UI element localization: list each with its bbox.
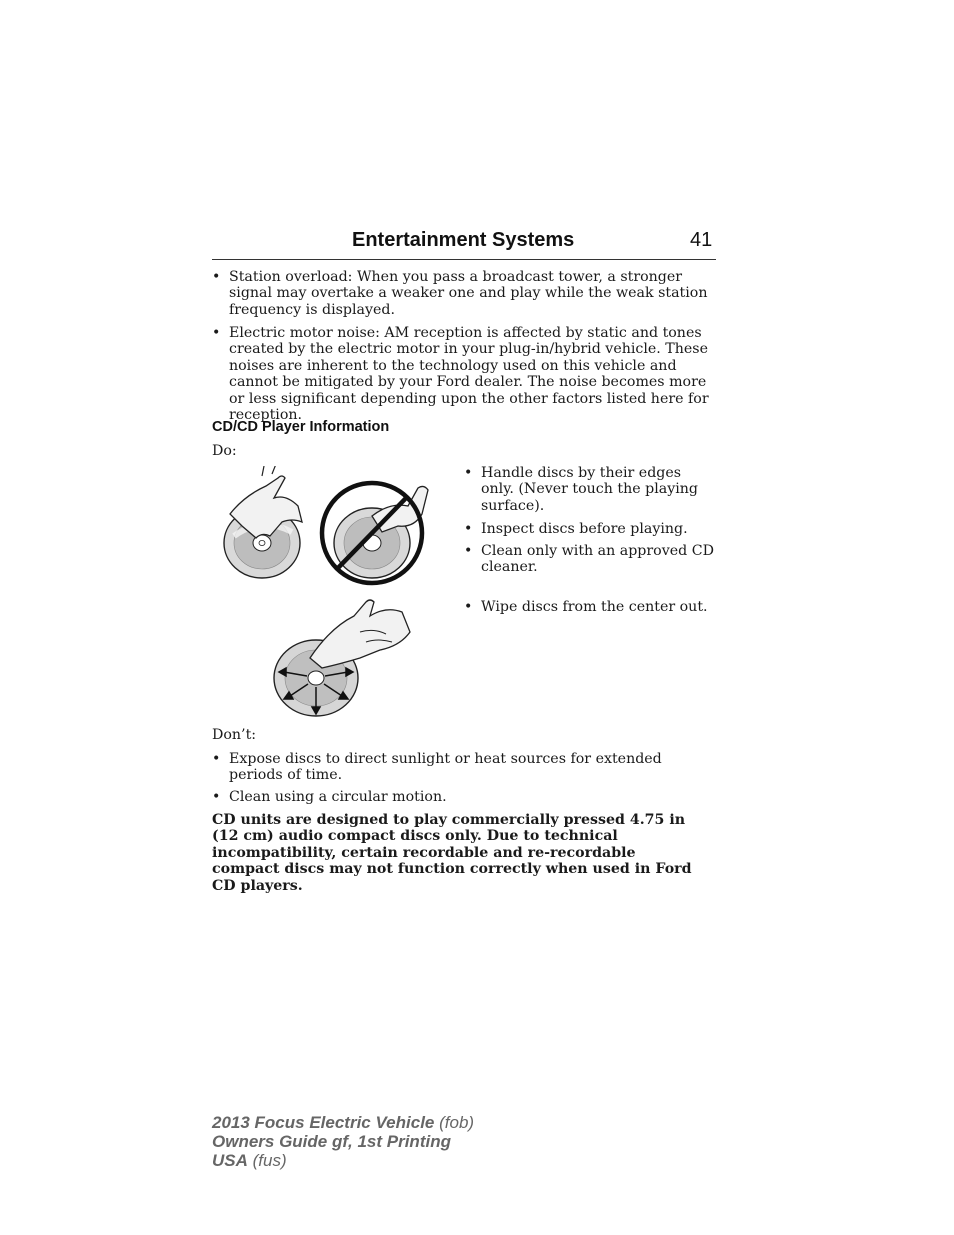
bullet-icon: •: [212, 269, 221, 285]
footer-guide: Owners Guide gf, 1st Printing: [212, 1132, 451, 1151]
bullet-icon: •: [464, 543, 473, 559]
do-item-handle-edges: [464, 465, 716, 514]
cd-section-heading: CD/CD Player Information: [212, 419, 390, 435]
bullet-icon: •: [464, 465, 473, 481]
disc-held-by-edge-icon: [224, 466, 302, 578]
bullet-text: Clean using a circular motion.: [229, 789, 447, 805]
bullet-text: Electric motor noise: AM reception is affected by static and tones created by the electric motor in your plug-in/hybrid vehicle. These noises are inherent to the technology used on this vehicle and cannot be mitigated by your Ford dealer. The noise becomes more or less significant depending upon the other factors listed here for reception.: [229, 325, 709, 424]
footer-model-code: (fob): [439, 1113, 475, 1132]
footer-market: USA: [212, 1151, 248, 1170]
footer-model: 2013 Focus Electric Vehicle: [212, 1113, 435, 1132]
document-footer: [212, 1113, 474, 1170]
cd-compatibility-notice: CD units are designed to play commercially pressed 4.75 in (12 cm) audio compact discs only. Due to technical incompatibility, certain recordable and re-recordable compact discs may not function correctly when used in Ford CD players.: [212, 812, 692, 894]
do-item-wipe-center-out: [464, 599, 716, 615]
header-divider: [212, 259, 716, 260]
do-item-clean-approved: [464, 543, 716, 576]
bullet-icon: •: [212, 751, 221, 767]
disc-touching-surface-prohibited-icon: [322, 483, 428, 583]
footer-line-3: [212, 1151, 474, 1170]
bullet-text: Wipe discs from the center out.: [481, 599, 708, 615]
list-item-station-overload: [212, 269, 716, 318]
bullet-text: Inspect discs before playing.: [481, 521, 688, 537]
list-item-motor-noise: [212, 325, 716, 423]
dont-item-sunlight: [212, 751, 716, 784]
footer-line-2: [212, 1132, 474, 1151]
bullet-icon: •: [464, 521, 473, 537]
bullet-text: Station overload: When you pass a broadcast tower, a stronger signal may overtake a weaker one and play while the weak station frequency is displayed.: [229, 269, 708, 318]
disc-handling-illustration: [222, 466, 438, 586]
bullet-icon: •: [464, 599, 473, 615]
disc-wiping-illustration: [270, 598, 420, 720]
section-title: Entertainment Systems: [352, 229, 575, 251]
footer-line-1: [212, 1113, 474, 1132]
footer-market-code: (fus): [252, 1151, 287, 1170]
page-number: 41: [690, 229, 713, 251]
dont-item-circular-motion: [212, 789, 716, 805]
bullet-text: Clean only with an approved CD cleaner.: [481, 543, 714, 576]
disc-wipe-center-out-icon: [274, 600, 410, 716]
do-label: Do:: [212, 443, 237, 459]
bullet-icon: •: [212, 789, 221, 805]
bullet-text: Expose discs to direct sunlight or heat sources for extended periods of time.: [229, 751, 662, 784]
bullet-text: Handle discs by their edges only. (Never touch the playing surface).: [481, 465, 698, 514]
bullet-icon: •: [212, 325, 221, 341]
do-item-inspect: [464, 521, 716, 537]
dont-label: Don’t:: [212, 727, 257, 743]
